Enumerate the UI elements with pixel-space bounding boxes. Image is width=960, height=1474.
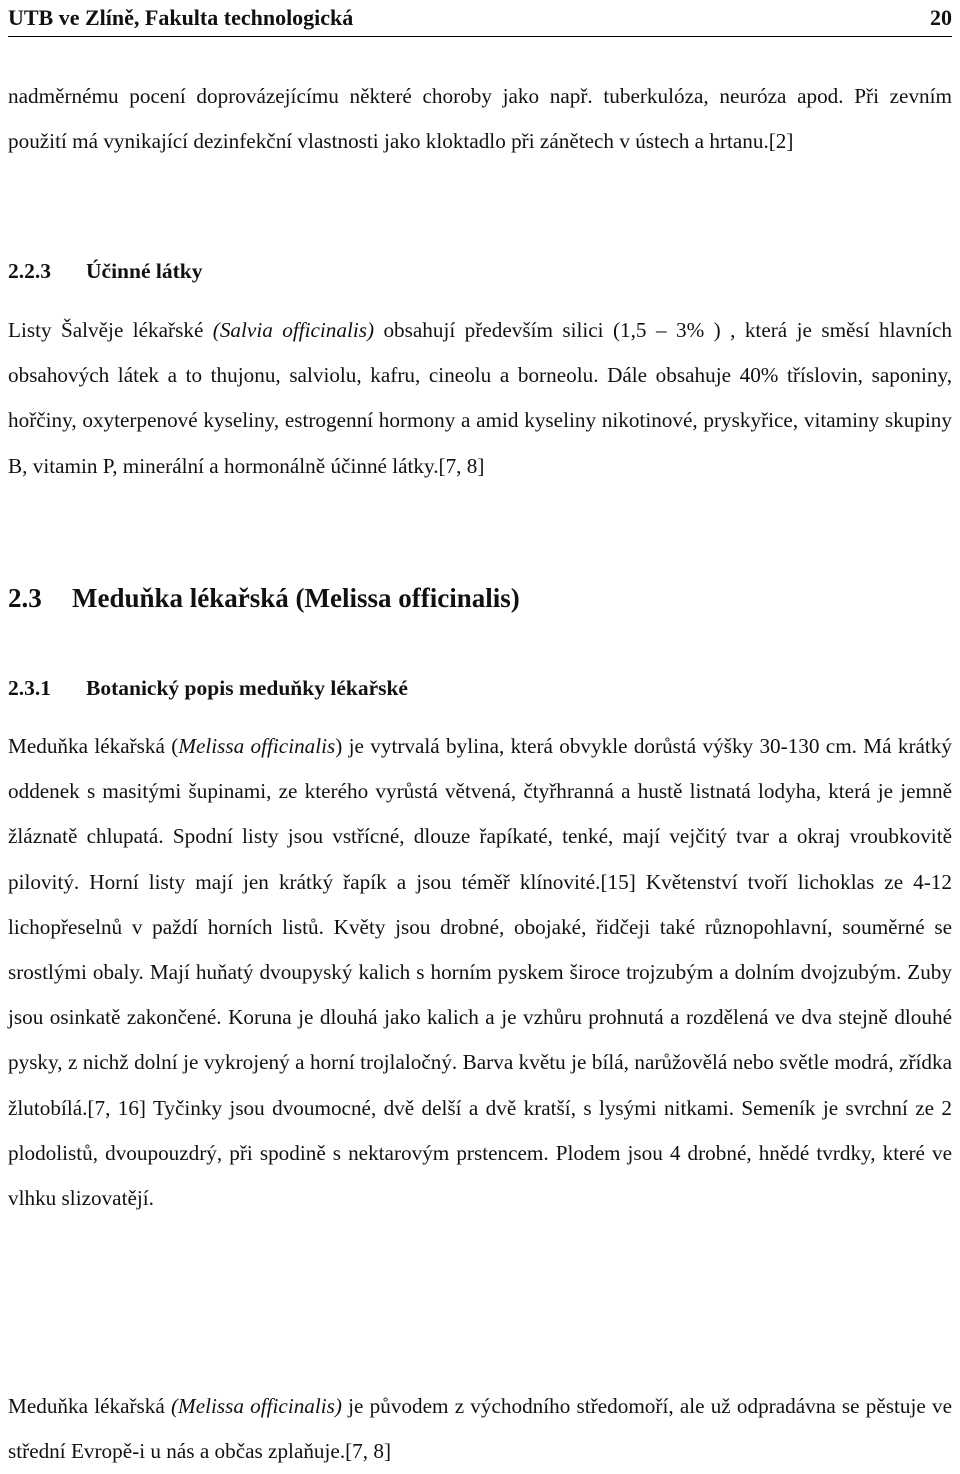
- section-number: 2.3: [8, 583, 42, 613]
- latin-name: (Melissa officinalis): [171, 1394, 342, 1418]
- section-heading-2-3-1: [8, 674, 408, 702]
- section-number: 2.2.3: [8, 259, 51, 283]
- paragraph-text: nadměrnému pocení doprovázejícímu některé choroby jako např. tuberkulóza, neuróza apod. Při zevním použití má vynikající dezinfekční vlastnosti jako kloktadlo při zánětech v ústech a hrtanu.[2]: [8, 84, 952, 154]
- paragraph-intro: [8, 74, 952, 164]
- paragraph-origin: [8, 1384, 952, 1474]
- page-number: 20: [930, 5, 952, 30]
- text-run: Listy Šalvěje lékařské: [8, 318, 213, 342]
- header-title: UTB ve Zlíně, Fakulta technologická: [8, 5, 354, 30]
- paragraph-active-substances: [8, 308, 952, 489]
- section-title: Botanický popis meduňky lékařské: [86, 676, 408, 700]
- text-run: Meduňka lékařská (: [8, 734, 179, 758]
- section-number: 2.3.1: [8, 676, 51, 700]
- latin-name: (Salvia officinalis): [212, 318, 375, 342]
- text-run: je původem z východního středomoří, ale už odpradávna se pěstuje ve střední Evropě-i u nás a občas zplaňuje.[7, 8]: [8, 1394, 952, 1464]
- section-heading-2-3: [8, 582, 520, 614]
- section-title: Účinné látky: [86, 259, 203, 283]
- page-header: [8, 0, 952, 37]
- text-run: obsahují především silici (1,5 – 3% ) , která je směsí hlavních obsahových látek a to thujonu, salviolu, kafru, cineolu a borneolu. Dále obsahuje 40% tříslovin, saponiny, hořčiny, oxyterpenové kyseliny, estrogenní hormony a amid kyseliny nikotinové, pryskyřice, vitaminy skupiny B, vitamin P, minerální a hormonálně účinné látky.[7, 8]: [8, 318, 952, 478]
- text-run: ) je vytrvalá bylina, která obvykle dorůstá výšky 30-130 cm. Má krátký oddenek s masitými šupinami, ze kterého vyrůstá větvená, čtyřhranná a hustě listnatá lodyha, která je jemně žláznatě chlupatá. Spodní listy jsou vstřícné, dlouze řapíkaté, tenké, mají vejčitý tvar a okraj vroubkovitě pilovitý. Horní listy mají jen krátký řapík a jsou téměř klínovité.[15] Květenství tvoří lichoklas ze 4-12 lichopřeselnů v paždí horních listů. Květy jsou drobné, obojaké, řidčeji také různopohlavní, souměrné se srostlými obaly. Mají huňatý dvoupyský kalich s horním pyskem široce trojzubým a dolním dvojzubým. Zuby jsou osinkatě zakončené. Koruna je dlouhá jako kalich a je vzhůru prohnutá a rozdělená ve dva stejně dlouhé pysky, z nichž dolní je vykrojený a horní trojlaločný. Barva květu je bílá, narůžovělá nebo světle modrá, zřídka žlutobílá.[7, 16] Tyčinky jsou dvoumocné, dvě delší a dvě kratší, s lysými nitkami. Semeník je svrchní ze 2 plodolistů, dvoupouzdrý, při spodině s nektarovým prstencem. Plodem jsou 4 drobné, hnědé tvrdky, které ve vlhku slizovatějí.: [8, 734, 952, 1211]
- paragraph-botanical-description: [8, 724, 952, 1221]
- section-heading-2-2-3: [8, 257, 202, 285]
- section-title: Meduňka lékařská (Melissa officinalis): [72, 583, 520, 613]
- text-run: Meduňka lékařská: [8, 1394, 171, 1418]
- latin-name: Melissa officinalis: [178, 734, 336, 758]
